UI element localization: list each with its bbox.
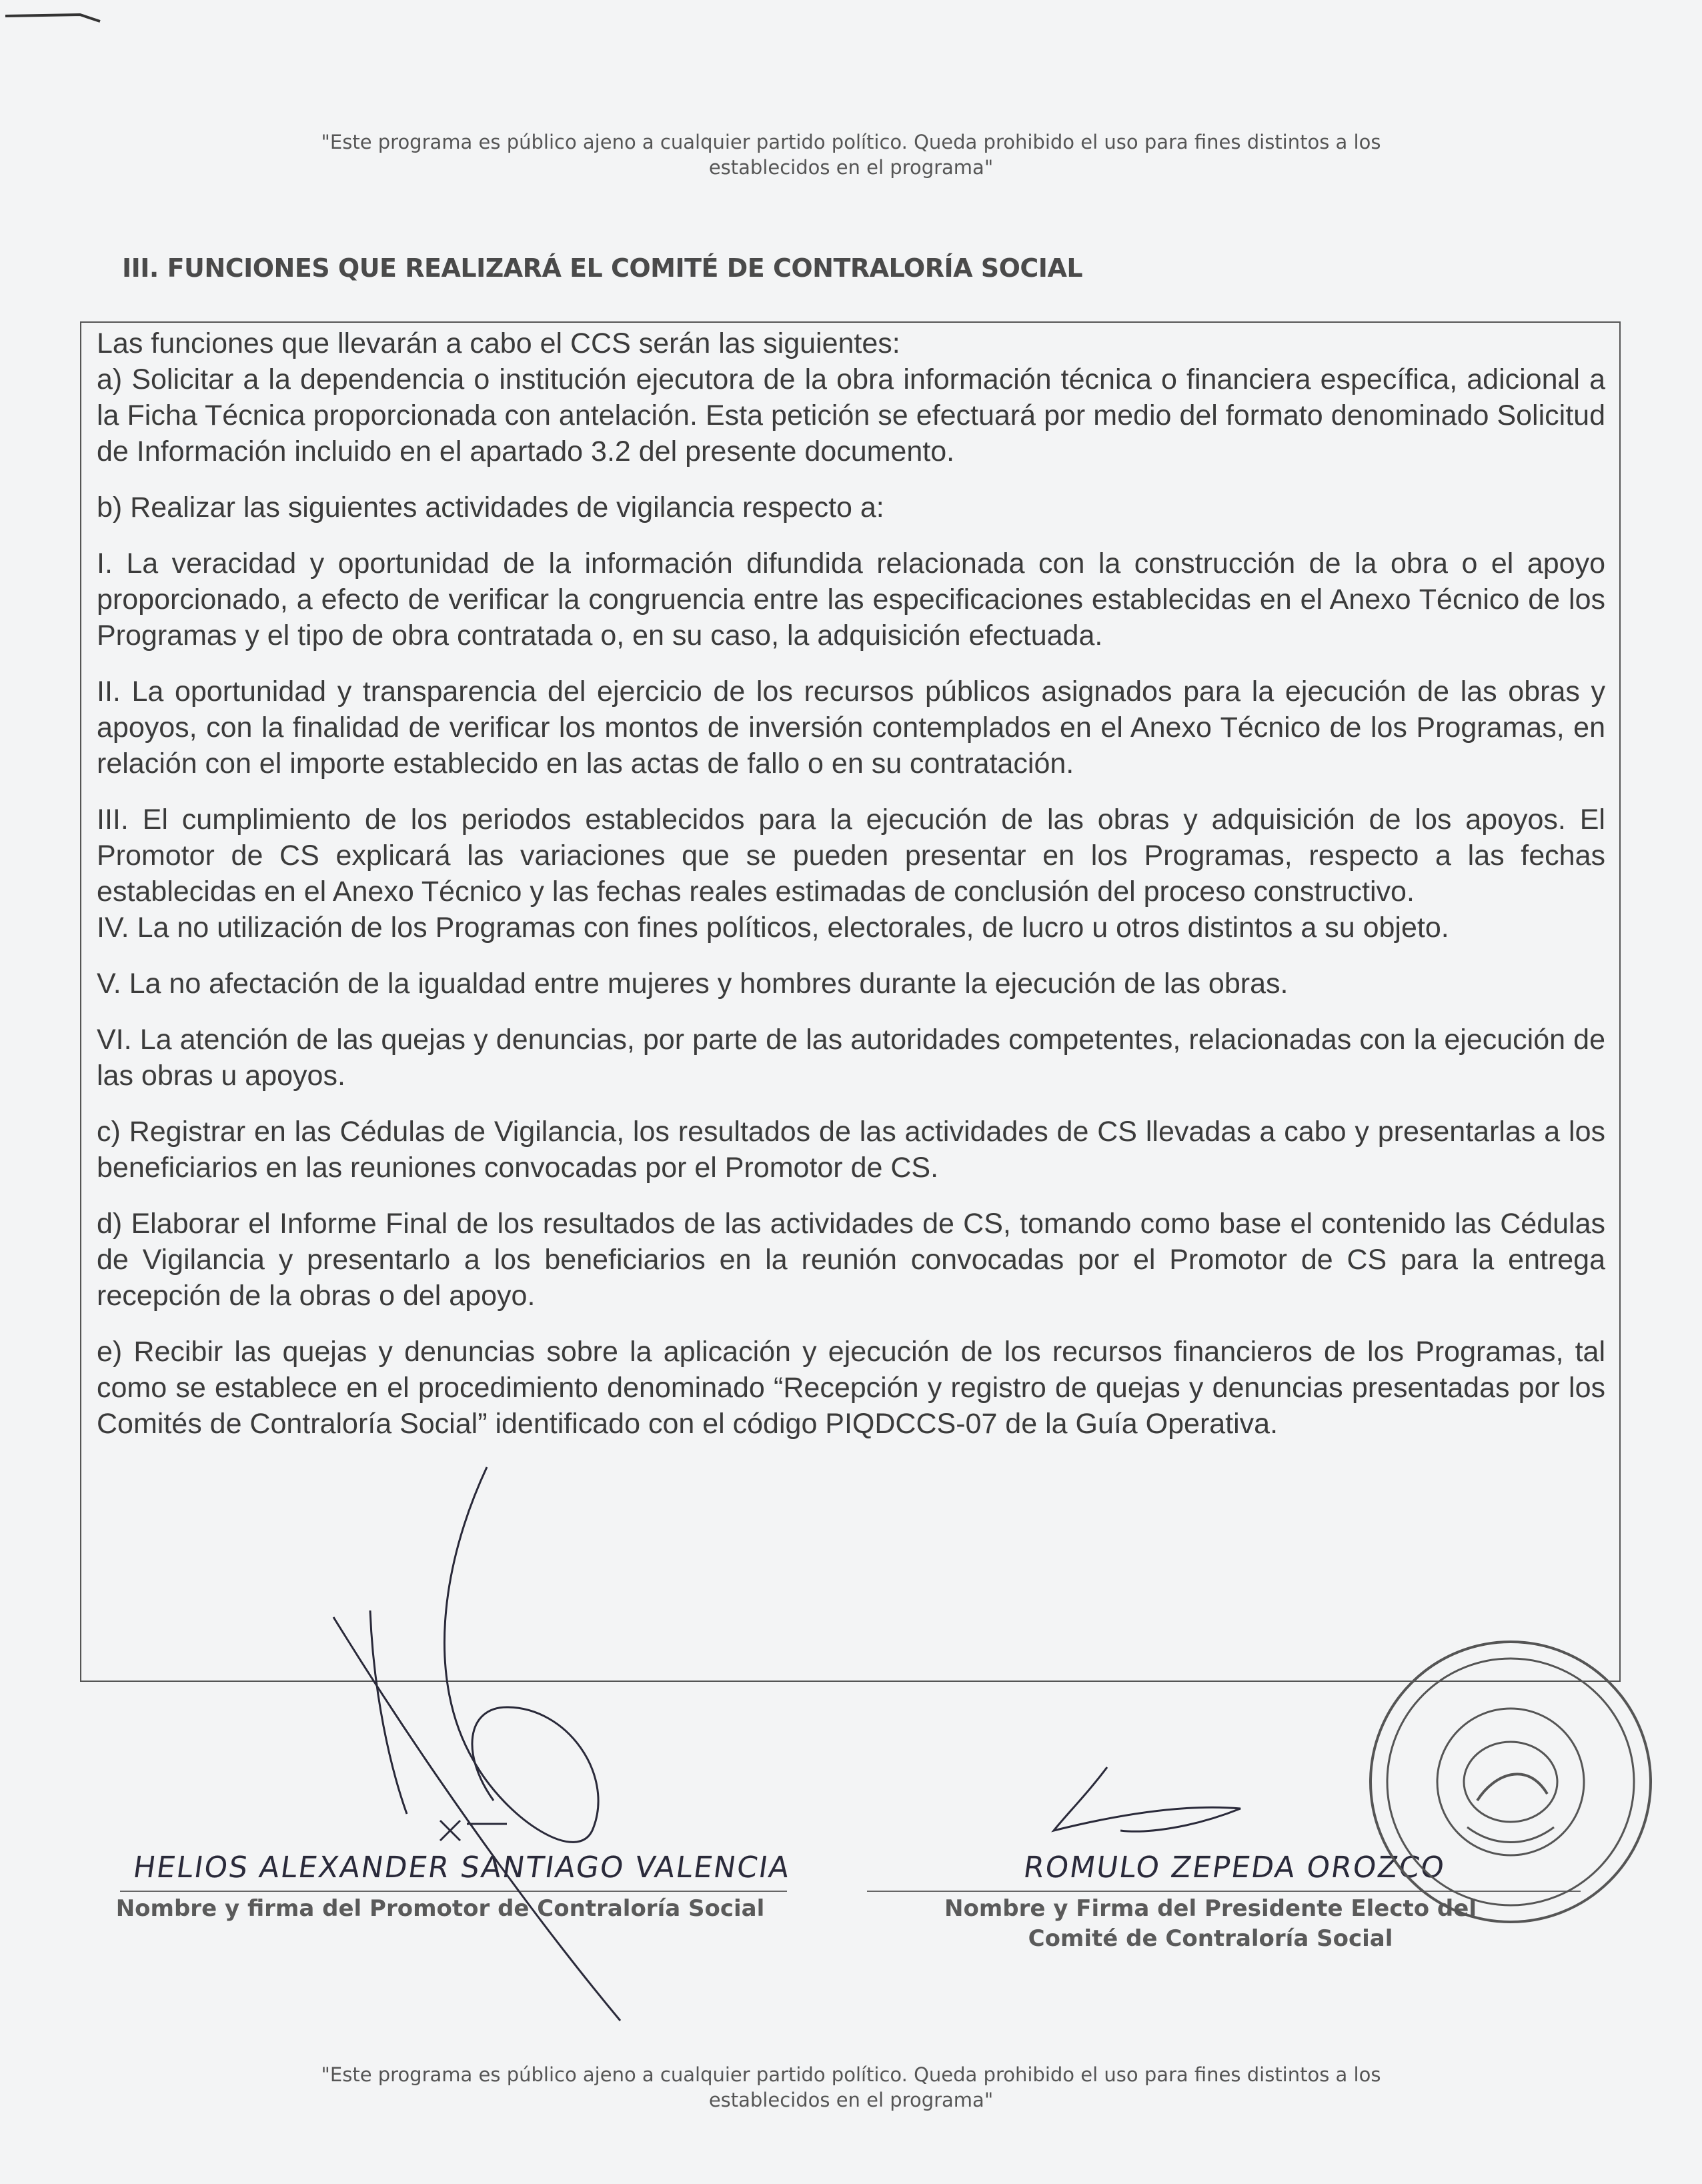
item-b: b) Realizar las siguientes actividades de vigilancia respecto a: (97, 491, 884, 523)
promotor-signature-line (120, 1891, 787, 1892)
item-e: e) Recibir las quejas y denuncias sobre la aplicación y ejecución de los recursos financieros de los Programas, tal como se establece en el procedimiento denominado “Recepción y registro de quejas y denuncias presentadas por los Comités de Contraloría Social” identificado con el código PIQDCCS-07 de la Guía Operativa. (97, 1336, 1605, 1440)
disclaimer-bottom (0, 2062, 1702, 2113)
presidente-signature-line (867, 1891, 1581, 1892)
presidente-signature-label (867, 1894, 1554, 1954)
item-iv: IV. La no utilización de los Programas con fines políticos, electorales, de lucro u otros distintos a su objeto. (97, 912, 1449, 944)
item-v: V. La no afectación de la igualdad entre mujeres y hombres durante la ejecución de las obras. (97, 968, 1289, 1000)
promotor-signature-label: Nombre y firma del Promotor de Contraloría Social (115, 1895, 765, 1922)
scan-mark (5, 15, 100, 21)
presidente-label-line-2: Comité de Contraloría Social (1028, 1925, 1393, 1952)
disclaimer-bottom-line-1: "Este programa es público ajeno a cualquier partido político. Queda prohibido el uso para fines distintos a los (321, 2063, 1381, 2086)
item-d: d) Elaborar el Informe Final de los resultados de las actividades de CS, tomando como base el contenido las Cédulas de Vigilancia y presentarlo a los beneficiarios en la reunión convocadas por el Promotor de CS para la entrega recepción de la obras o del apoyo. (97, 1208, 1605, 1312)
item-i: I. La veracidad y oportunidad de la información difundida relacionada con la construcción de la obra o el apoyo proporcionado, a efecto de verificar la congruencia entre las especificaciones establecidas en el Anexo Técnico de los Programas y el tipo de obra contratada o, en su caso, la adquisición efectuada. (97, 548, 1605, 652)
section-heading: III. FUNCIONES QUE REALIZARÁ EL COMITÉ DE CONTRALORÍA SOCIAL (122, 253, 1083, 283)
item-c: c) Registrar en las Cédulas de Vigilancia, los resultados de las actividades de CS llevadas a cabo y presentarlas a los beneficiarios en las reuniones convocadas por el Promotor de CS. (97, 1116, 1605, 1184)
item-a: a) Solicitar a la dependencia o institución ejecutora de la obra información técnica o financiera específica, adicional a la Ficha Técnica proporcionada con antelación. Esta petición se efectuará por medio del formato denominado Solicitud de Información incluido en el apartado 3.2 del presente documento. (97, 363, 1605, 467)
disclaimer-bottom-line-2: establecidos en el programa" (708, 2089, 994, 2111)
presidente-handwritten-name: ROMULO ZEPEDA OROZCO (1021, 1851, 1448, 1885)
disclaimer-top (0, 129, 1702, 180)
item-iii: III. El cumplimiento de los periodos establecidos para la ejecución de las obras y adquisición de los apoyos. El Promotor de CS explicará las variaciones que se pueden presentar en los Programas, respecto a las fechas establecidas en el Anexo Técnico y las fechas reales estimadas de conclusión del proceso constructivo. (97, 804, 1605, 908)
disclaimer-line-1: "Este programa es público ajeno a cualquier partido político. Queda prohibido el uso para fines distintos a los (321, 131, 1381, 153)
presidente-label-line-1: Nombre y Firma del Presidente Electo del (944, 1895, 1477, 1922)
intro-paragraph: Las funciones que llevarán a cabo el CCS serán las siguientes: (97, 327, 900, 359)
disclaimer-line-2: establecidos en el programa" (708, 156, 994, 179)
functions-content (97, 325, 1605, 1462)
item-ii: II. La oportunidad y transparencia del ejercicio de los recursos públicos asignados para la ejecución de las obras y apoyos, con la finalidad de verificar los montos de inversión contemplados en el Anexo Técnico de los Programas, en relación con el importe establecido en las actas de fallo o en su contratación. (97, 676, 1605, 780)
presidente-signature-scribble (1054, 1767, 1240, 1831)
item-vi: VI. La atención de las quejas y denuncias, por parte de las autoridades competentes, relacionadas con la ejecución de las obras u apoyos. (97, 1024, 1605, 1092)
promotor-handwritten-name: HELIOS ALEXANDER SANTIAGO VALENCIA (131, 1851, 793, 1885)
